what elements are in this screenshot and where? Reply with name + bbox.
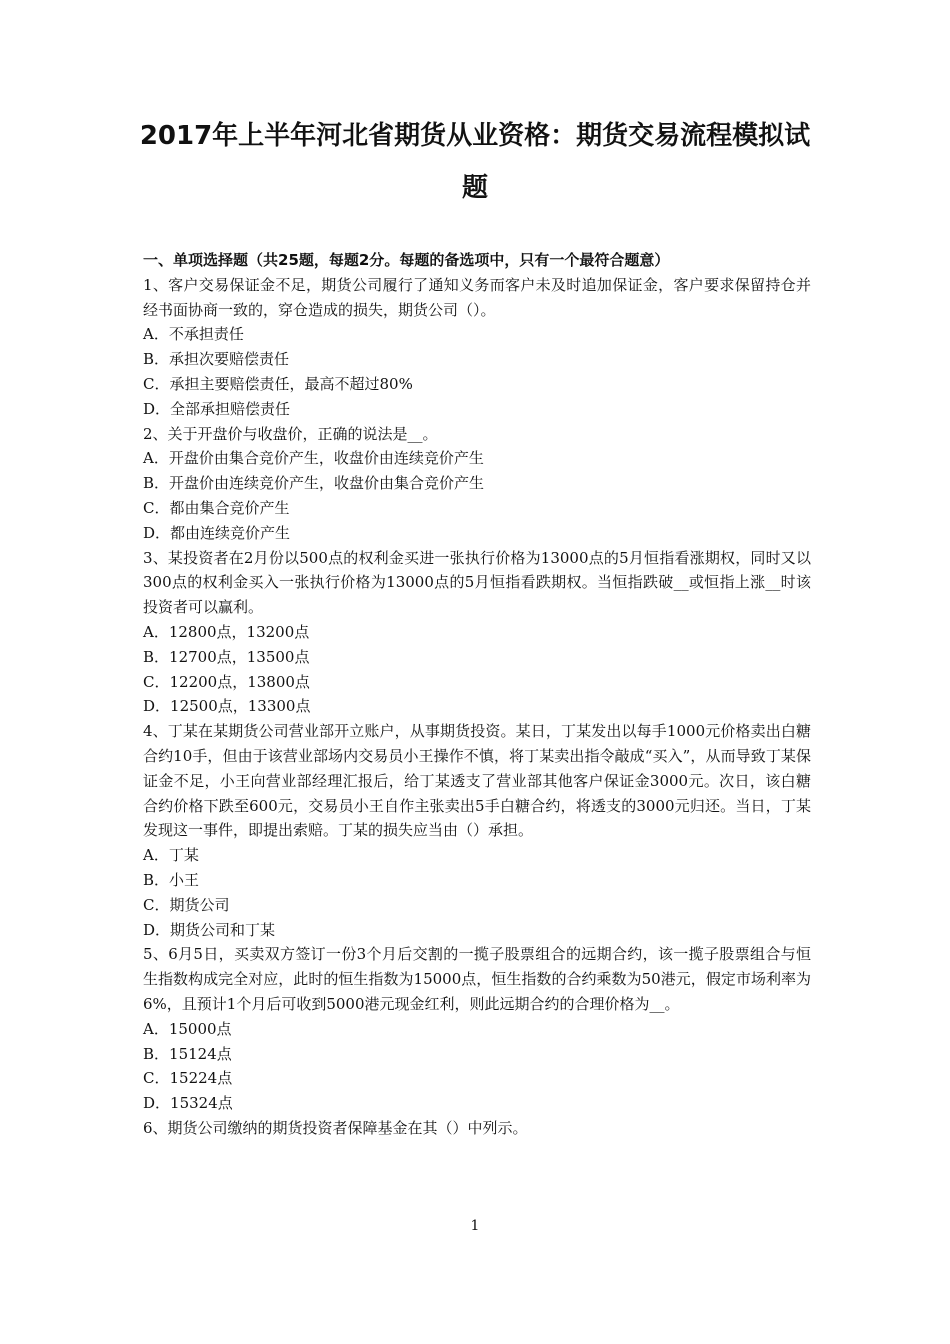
question-4-option-a: A．丁某 xyxy=(143,846,199,865)
question-2-option-b: B．开盘价由连续竞价产生，收盘价由集合竞价产生 xyxy=(143,474,485,493)
question-1-option-b: B．承担次要赔偿责任 xyxy=(143,350,290,369)
question-3-option-d: D．12500点，13300点 xyxy=(143,697,311,716)
question-1-option-a: A．不承担责任 xyxy=(143,325,244,344)
document-title-line-2: 题 xyxy=(461,173,488,203)
question-3-stem: 3、某投资者在2月份以500点的权利金买进一张执行价格为13000点的5月恒指看涨期权，同时又以300点的权利金买入一张执行价格为13000点的5月恒指看跌期权。当恒指跌破__或恒指上涨__时该投资者可以赢利。 xyxy=(143,548,811,617)
question-4-option-c: C．期货公司 xyxy=(143,895,230,914)
question-3-option-a: A．12800点，13200点 xyxy=(143,622,310,641)
question-1-option-c: C．承担主要赔偿责任，最高不超过80% xyxy=(143,374,413,393)
page-number: 1 xyxy=(470,1218,480,1234)
question-5-option-c: C．15224点 xyxy=(143,1069,233,1088)
question-6-stem: 6、期货公司缴纳的期货投资者保障基金在其（）中列示。 xyxy=(143,1118,528,1137)
question-5-option-a: A．15000点 xyxy=(143,1019,232,1038)
document-title-line-1: 2017年上半年河北省期货从业资格：期货交易流程模拟试 xyxy=(139,121,811,151)
question-4-option-b: B．小王 xyxy=(143,870,200,889)
question-1-option-d: D．全部承担赔偿责任 xyxy=(143,399,291,418)
question-3-option-c: C．12200点，13800点 xyxy=(143,672,310,691)
question-5-option-b: B．15124点 xyxy=(143,1044,232,1063)
question-3-option-b: B．12700点，13500点 xyxy=(143,647,310,666)
document-body xyxy=(143,248,811,1141)
question-4-option-d: D．期货公司和丁某 xyxy=(143,920,276,939)
question-5-stem: 5、6月5日，买卖双方签订一份3个月后交割的一揽子股票组合的远期合约，该一揽子股票组合与恒生指数构成完全对应，此时的恒生指数为15000点，恒生指数的合约乘数为50港元，假定市场利率为6%，且预计1个月后可收到5000港元现金红利，则此远期合约的合理价格为__。 xyxy=(143,945,811,1013)
question-1-stem: 1、客户交易保证金不足，期货公司履行了通知义务而客户未及时追加保证金，客户要求保留持仓并经书面协商一致的，穿仓造成的损失，期货公司（）。 xyxy=(143,275,811,319)
question-2-option-d: D．都由连续竞价产生 xyxy=(143,523,291,542)
question-2-stem: 2、关于开盘价与收盘价，正确的说法是__。 xyxy=(143,424,438,443)
question-5-option-d: D．15324点 xyxy=(143,1094,233,1113)
question-4-stem: 4、丁某在某期货公司营业部开立账户，从事期货投资。某日，丁某发出以每手1000元价格卖出白糖合约10手，但由于该营业部场内交易员小王操作不慎，将丁某卖出指令敲成“买入”，从而导致丁某保证金不足，小王向营业部经理汇报后，给丁某透支了营业部其他客户保证金3000元。次日，该白糖合约价格下跌至600元，交易员小王自作主张卖出5手白糖合约，将透支的3000元归还。当日，丁某发现这一事件，即提出索赔。丁某的损失应当由（）承担。 xyxy=(143,722,811,840)
section-heading: 一、单项选择题（共25题，每题2分。每题的备选项中，只有一个最符合题意） xyxy=(143,251,670,269)
question-2-option-c: C．都由集合竞价产生 xyxy=(143,498,290,517)
question-2-option-a: A．开盘价由集合竞价产生，收盘价由连续竞价产生 xyxy=(143,449,484,468)
